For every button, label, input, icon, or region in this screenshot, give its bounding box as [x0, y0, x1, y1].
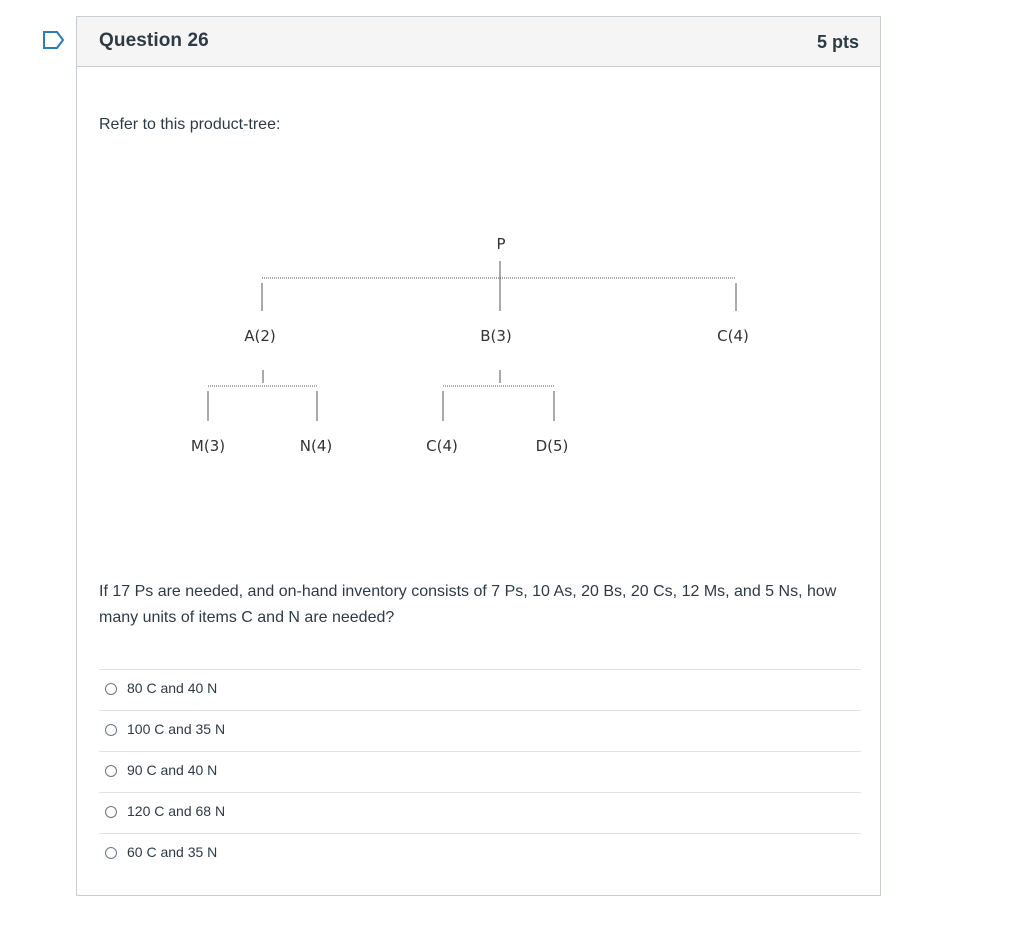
radio-button[interactable] — [105, 683, 117, 695]
answer-option-5[interactable] — [99, 833, 861, 874]
question-points: 5 pts — [816, 32, 859, 52]
answer-list — [99, 669, 861, 874]
answer-label: 120 C and 68 N — [127, 803, 226, 819]
answer-option-2[interactable] — [99, 710, 861, 751]
radio-button[interactable] — [105, 724, 117, 736]
product-tree-lines — [77, 17, 882, 497]
answer-label: 100 C and 35 N — [127, 721, 226, 737]
radio-button[interactable] — [105, 847, 117, 859]
answer-label: 60 C and 35 N — [127, 844, 218, 860]
tree-node-d: D(5) — [535, 437, 569, 455]
answer-label: 80 C and 40 N — [127, 680, 218, 696]
tree-node-b: B(3) — [480, 327, 512, 345]
question-body: If 17 Ps are needed, and on-hand inventory consists of 7 Ps, 10 As, 20 Bs, 20 Cs, 12 Ms, and 5 Ns, how many units of items C and N are needed? — [99, 583, 837, 626]
question-card — [76, 16, 881, 896]
tree-node-b-c: C(4) — [426, 437, 458, 455]
tree-node-c: C(4) — [717, 327, 749, 345]
question-intro: Refer to this product-tree: — [99, 116, 281, 133]
question-title: Question 26 — [99, 30, 209, 51]
radio-button[interactable] — [105, 806, 117, 818]
answer-option-4[interactable] — [99, 792, 861, 833]
radio-button[interactable] — [105, 765, 117, 777]
answer-label: 90 C and 40 N — [127, 762, 218, 778]
tree-node-a: A(2) — [244, 327, 276, 345]
answer-option-3[interactable] — [99, 751, 861, 792]
flag-question-icon[interactable] — [42, 31, 66, 49]
tree-node-m: M(3) — [190, 437, 226, 455]
tree-node-root: P — [496, 235, 506, 253]
answer-option-1[interactable] — [99, 669, 861, 710]
tree-node-n: N(4) — [299, 437, 333, 455]
